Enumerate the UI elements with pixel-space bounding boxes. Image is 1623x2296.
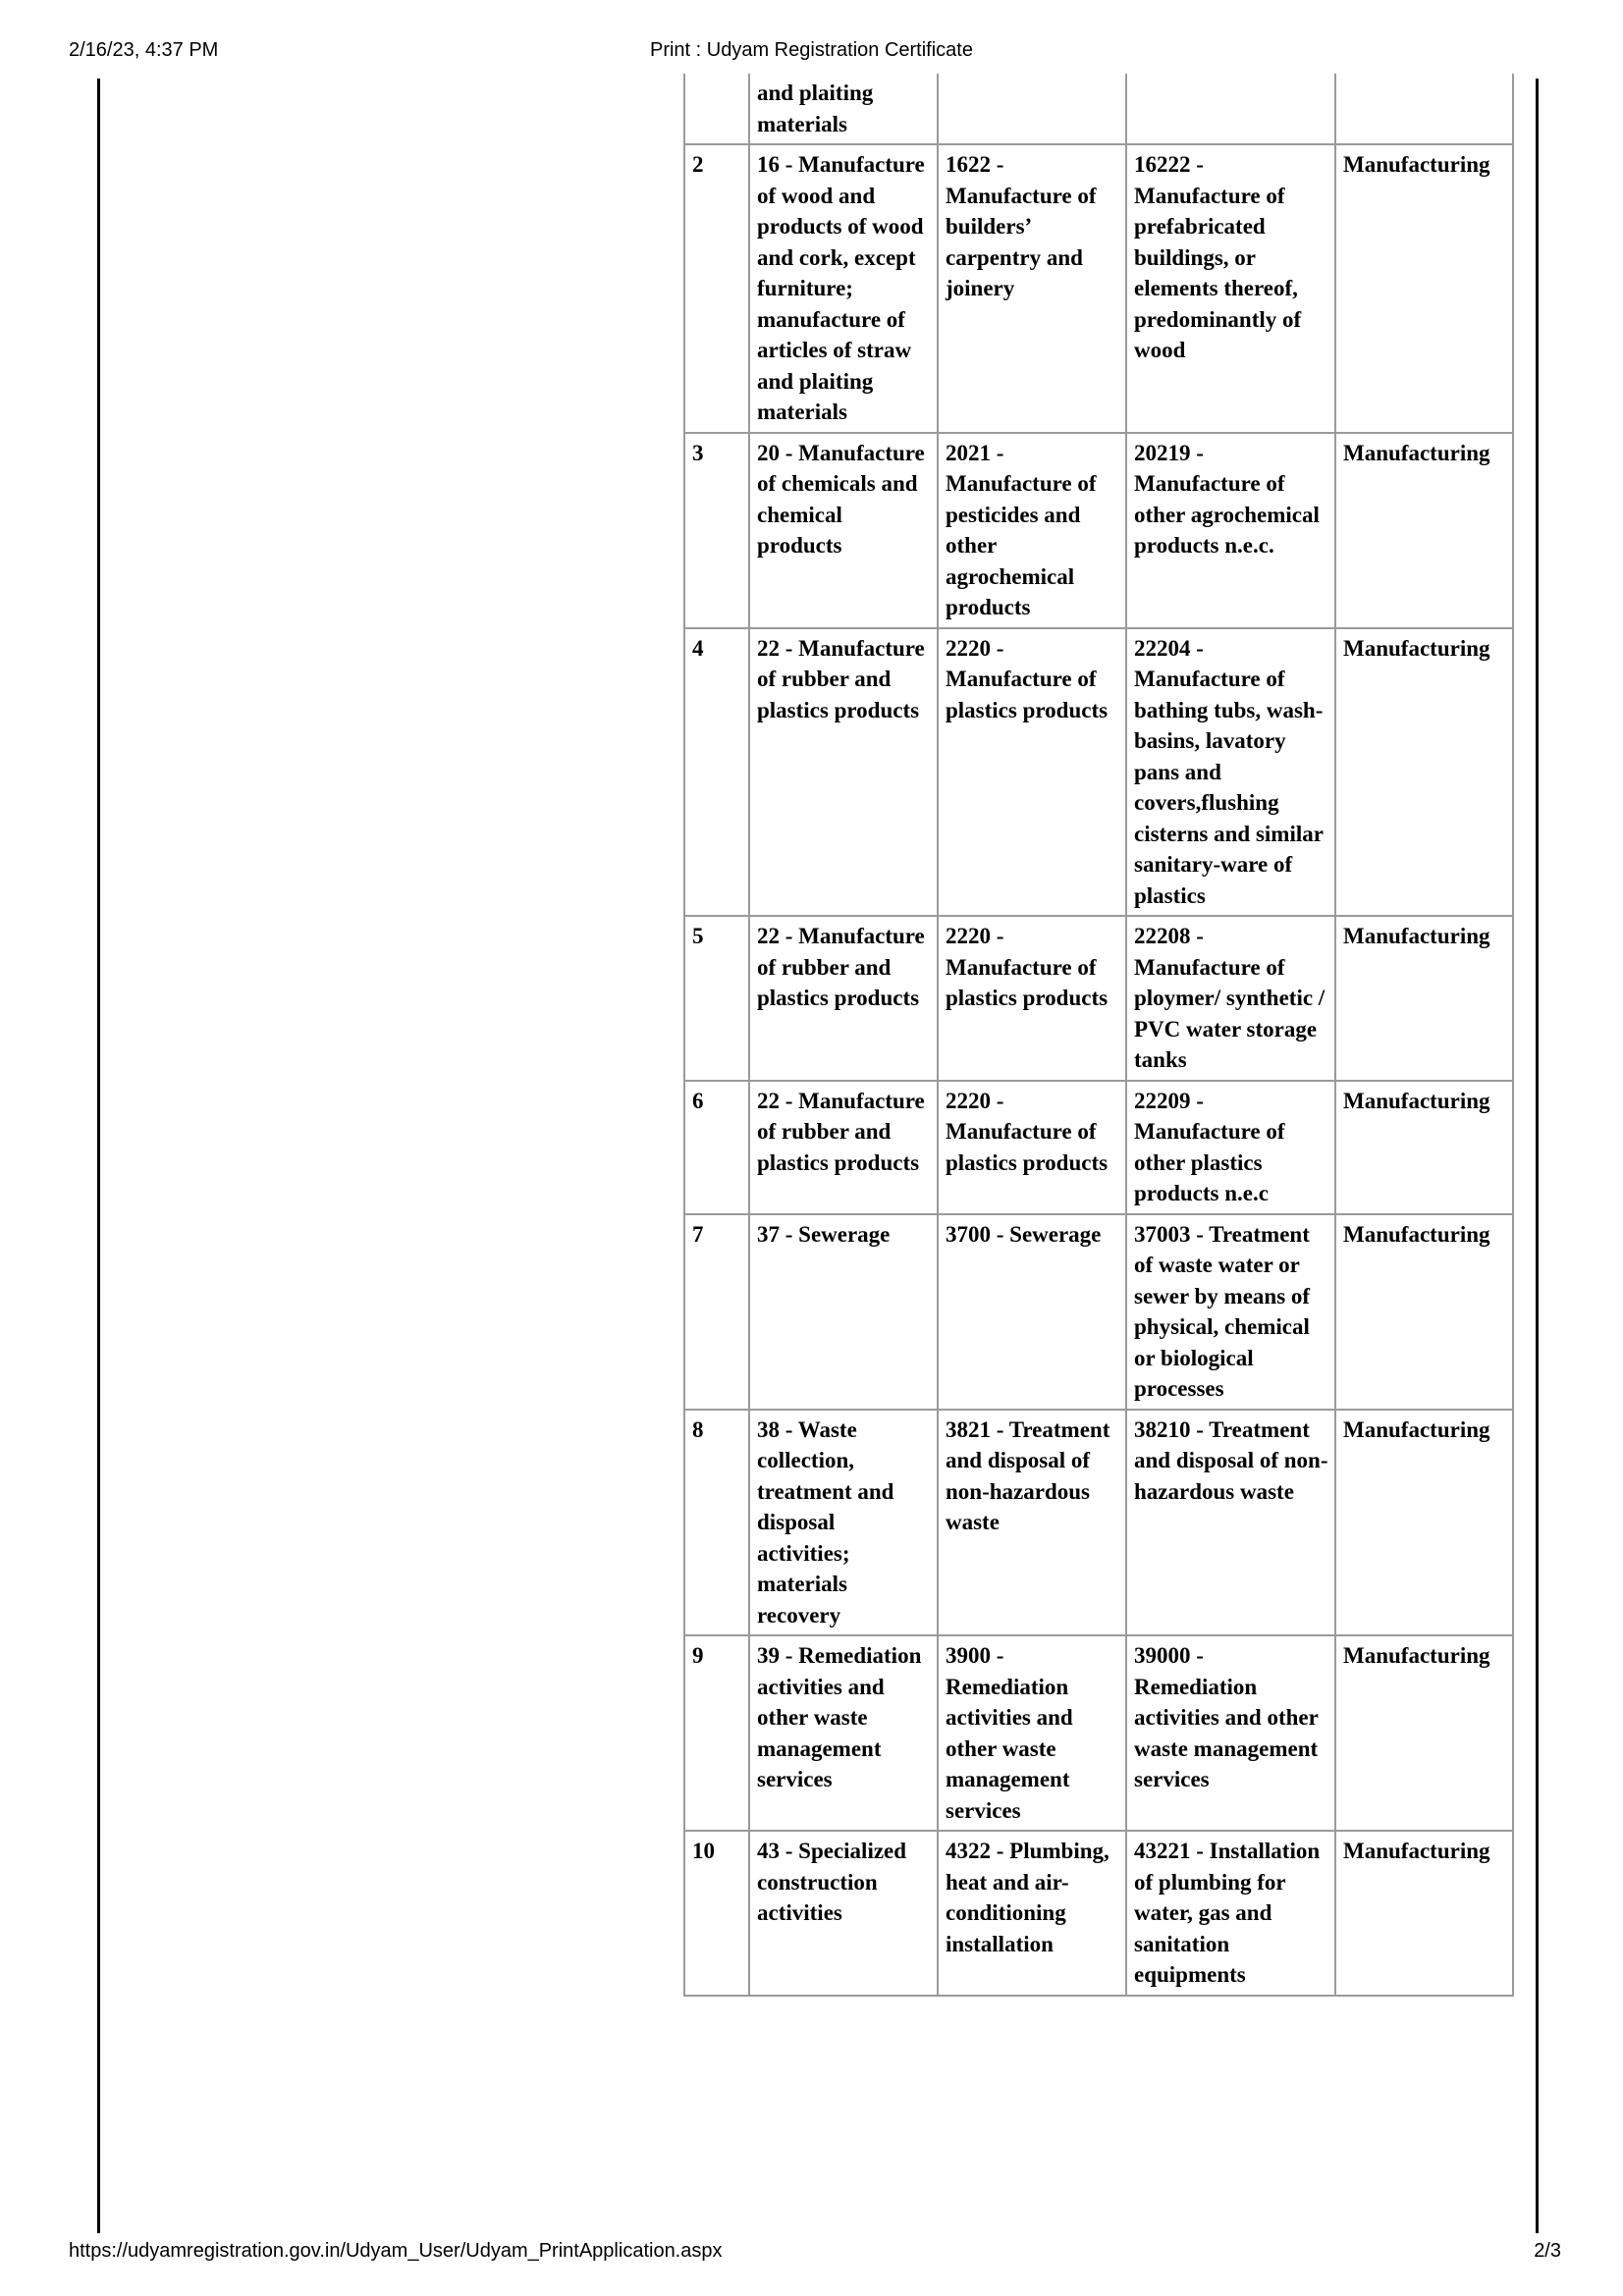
cell-nic5: 20219 - Manufacture of other agrochemical products n.e.c.	[1127, 432, 1336, 627]
nic-code-table	[683, 74, 1514, 1997]
table-row-continued	[685, 74, 1514, 143]
page-url: https://udyamregistration.gov.in/Udyam_User/Udyam_PrintApplication.aspx	[69, 2240, 723, 2262]
cell-nic5: 22209 - Manufacture of other plastics products n.e.c	[1127, 1080, 1336, 1213]
cell-nic5: 22204 - Manufacture of bathing tubs, wash-basins, lavatory pans and covers,flushing cisterns and similar sanitary-ware of plastics	[1127, 627, 1336, 916]
cell-nic4: 3900 - Remediation activities and other waste management services	[939, 1634, 1127, 1830]
print-header	[0, 39, 1623, 69]
cell-nic5: 37003 - Treatment of waste water or sewer by means of physical, chemical or biological processes	[1127, 1213, 1336, 1409]
cell-activity: Manufacturing	[1336, 432, 1514, 627]
cell-nic2: 20 - Manufacture of chemicals and chemical products	[750, 432, 939, 627]
cell-activity: Manufacturing	[1336, 1213, 1514, 1409]
cell-nic4: 3821 - Treatment and disposal of non-hazardous waste	[939, 1409, 1127, 1635]
cell-nic4: 2220 - Manufacture of plastics products	[939, 1080, 1127, 1213]
nic-code-table-wrapper	[683, 74, 1514, 1997]
cell-sno: 6	[685, 1080, 750, 1213]
cell-nic5: 38210 - Treatment and disposal of non-hazardous waste	[1127, 1409, 1336, 1635]
cell-nic2: 39 - Remediation activities and other waste management services	[750, 1634, 939, 1830]
cell-nic5: 43221 - Installation of plumbing for water, gas and sanitation equipments	[1127, 1830, 1336, 1995]
table-row	[685, 1830, 1514, 1995]
cell-activity: Manufacturing	[1336, 1634, 1514, 1830]
table-row	[685, 915, 1514, 1080]
cell-nic5: 16222 - Manufacture of prefabricated buildings, or elements thereof, predominantly of wood	[1127, 143, 1336, 432]
table-row	[685, 627, 1514, 916]
cell-nic2: 16 - Manufacture of wood and products of wood and cork, except furniture; manufacture of articles of straw and plaiting materials	[750, 143, 939, 432]
cell-nic5: 39000 - Remediation activities and other waste management services	[1127, 1634, 1336, 1830]
table-row	[685, 1409, 1514, 1635]
print-title: Print : Udyam Registration Certificate	[649, 39, 973, 61]
cell-nic4: 3700 - Sewerage	[939, 1213, 1127, 1409]
cell-sno: 4	[685, 627, 750, 916]
cell-sno: 7	[685, 1213, 750, 1409]
cell-nic4: 2220 - Manufacture of plastics products	[939, 627, 1127, 916]
cell-nic5	[1127, 74, 1336, 143]
cell-activity: Manufacturing	[1336, 1080, 1514, 1213]
cell-sno: 10	[685, 1830, 750, 1995]
page-border-right	[1536, 79, 1539, 2233]
table-row	[685, 1080, 1514, 1213]
cell-nic2: 22 - Manufacture of rubber and plastics products	[750, 627, 939, 916]
cell-sno	[685, 74, 750, 143]
table-row	[685, 1213, 1514, 1409]
cell-activity: Manufacturing	[1336, 915, 1514, 1080]
cell-nic4: 2021 - Manufacture of pesticides and other agrochemical products	[939, 432, 1127, 627]
cell-sno: 5	[685, 915, 750, 1080]
cell-nic4	[939, 74, 1127, 143]
cell-nic2: 43 - Specialized construction activities	[750, 1830, 939, 1995]
page-number: 2/3	[1534, 2240, 1561, 2262]
cell-nic4: 1622 - Manufacture of builders’ carpentry and joinery	[939, 143, 1127, 432]
cell-nic5: 22208 - Manufacture of ploymer/ synthetic / PVC water storage tanks	[1127, 915, 1336, 1080]
cell-sno: 3	[685, 432, 750, 627]
cell-activity: Manufacturing	[1336, 143, 1514, 432]
cell-sno: 8	[685, 1409, 750, 1635]
table-row	[685, 432, 1514, 627]
table-row	[685, 1634, 1514, 1830]
cell-sno: 2	[685, 143, 750, 432]
page-border-left	[97, 79, 100, 2233]
cell-activity: Manufacturing	[1336, 1830, 1514, 1995]
cell-nic2: 22 - Manufacture of rubber and plastics products	[750, 1080, 939, 1213]
cell-nic2: 22 - Manufacture of rubber and plastics products	[750, 915, 939, 1080]
print-datetime: 2/16/23, 4:37 PM	[69, 39, 219, 61]
cell-activity: Manufacturing	[1336, 627, 1514, 916]
cell-sno: 9	[685, 1634, 750, 1830]
cell-nic2: 38 - Waste collection, treatment and disposal activities; materials recovery	[750, 1409, 939, 1635]
cell-nic4: 2220 - Manufacture of plastics products	[939, 915, 1127, 1080]
table-row	[685, 143, 1514, 432]
cell-nic4: 4322 - Plumbing, heat and air-conditioning installation	[939, 1830, 1127, 1995]
cell-activity: Manufacturing	[1336, 1409, 1514, 1635]
print-footer	[0, 2240, 1623, 2269]
cell-nic2: 37 - Sewerage	[750, 1213, 939, 1409]
cell-nic2: and plaiting materials	[750, 74, 939, 143]
cell-activity	[1336, 74, 1514, 143]
